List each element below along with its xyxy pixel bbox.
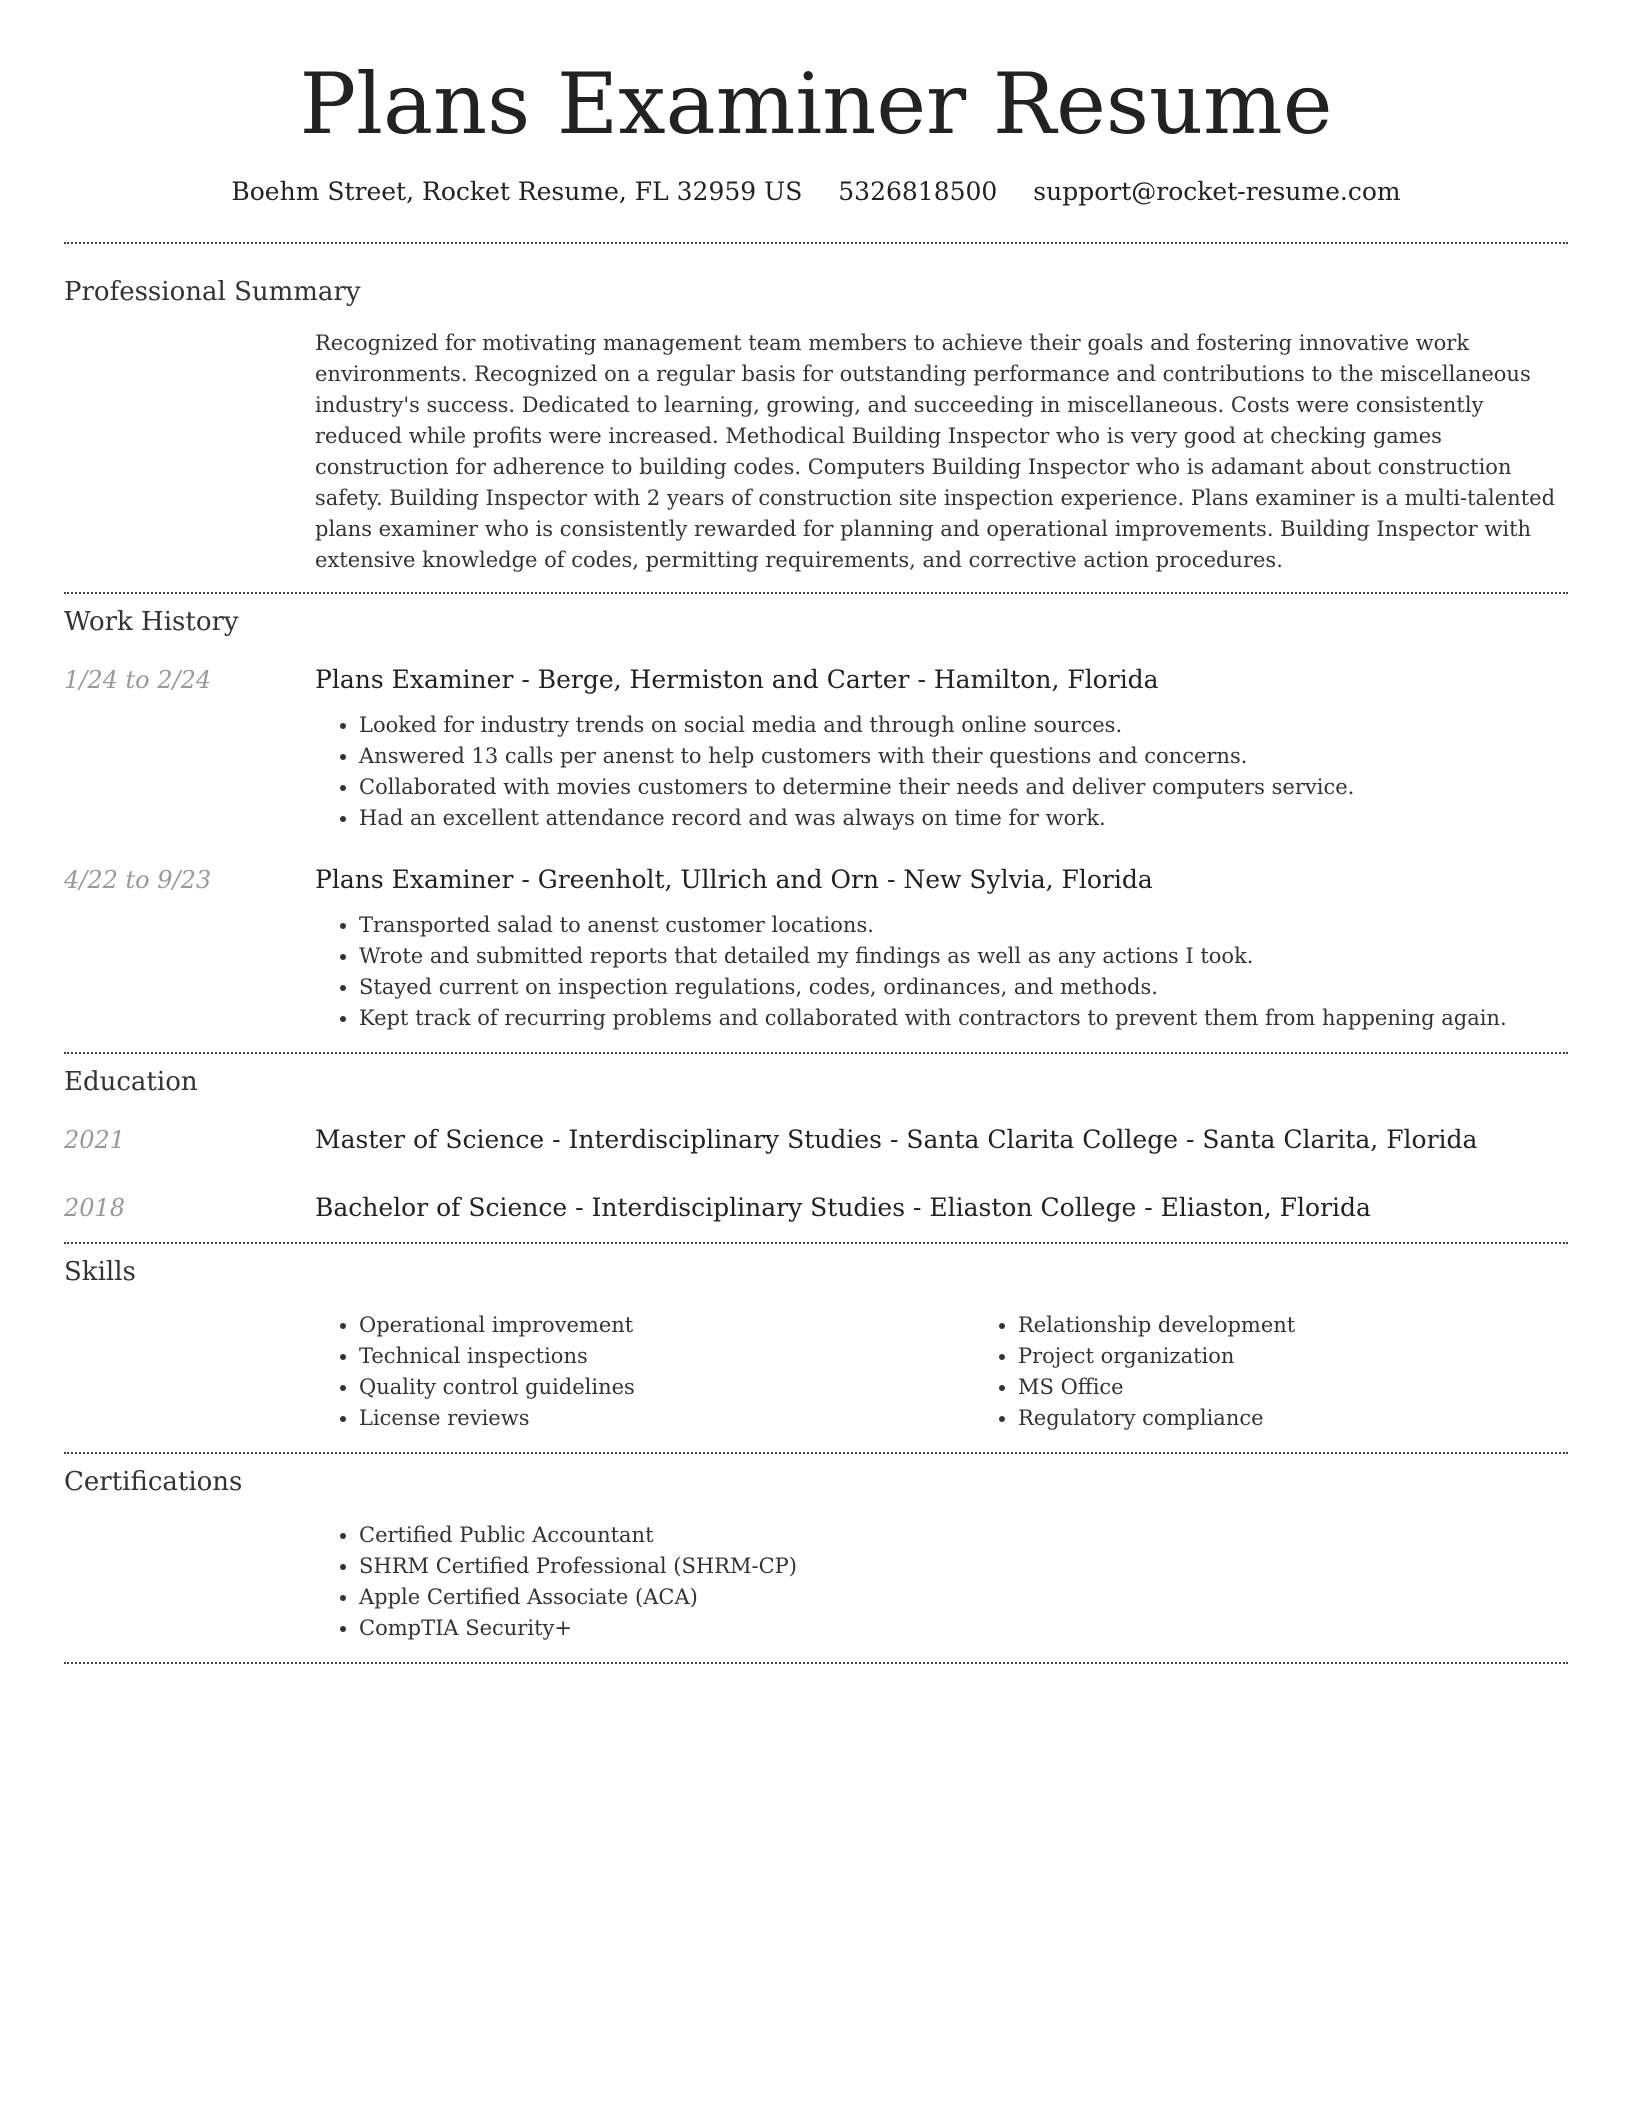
summary-row (64, 328, 1568, 576)
contact-phone: 5326818500 (838, 177, 998, 206)
list-item: • SHRM Certified Professional (SHRM-CP) (359, 1551, 1568, 1582)
job-bullets (315, 710, 1568, 834)
education-section (64, 1054, 1568, 1224)
education-school: - Santa Clarita College - Santa Clarita, Florida (882, 1125, 1478, 1154)
education-year: 2021 (64, 1126, 126, 1154)
certifications-row (64, 1520, 1568, 1644)
contact-email: support@rocket-resume.com (1033, 177, 1401, 206)
education-degree: Master of Science - Interdisciplinary Studies (315, 1125, 882, 1154)
job-title: Plans Examiner - Berge, Hermiston and Carter - Hamilton, Florida (315, 665, 1159, 694)
contact-address: Boehm Street, Rocket Resume, FL 32959 US (231, 177, 803, 206)
list-item: • Relationship development (1018, 1310, 1632, 1341)
section-heading-work: Work History (64, 607, 239, 637)
list-item: • Technical inspections (359, 1341, 974, 1372)
list-item: • Operational improvement (359, 1310, 974, 1341)
education-entry (64, 1192, 1568, 1224)
skills-row (64, 1310, 1568, 1434)
skills-section (64, 1244, 1568, 1434)
skills-column-2 (974, 1310, 1632, 1434)
job-dates: 1/24 to 2/24 (64, 666, 212, 694)
section-heading-skills: Skills (64, 1257, 136, 1287)
certifications-section (64, 1454, 1568, 1644)
job-details (315, 664, 1568, 834)
list-item: • Wrote and submitted reports that detailed my findings as well as any actions I took. (359, 941, 1568, 972)
education-details (315, 1124, 1568, 1156)
list-item: • License reviews (359, 1403, 974, 1434)
list-item: • Answered 13 calls per anenst to help customers with their questions and concerns. (359, 741, 1568, 772)
divider (64, 1662, 1568, 1664)
education-details (315, 1192, 1568, 1224)
job-title: Plans Examiner - Greenholt, Ullrich and Orn - New Sylvia, Florida (315, 865, 1153, 894)
education-entry (64, 1124, 1568, 1156)
section-heading-certifications: Certifications (64, 1467, 243, 1497)
job-entry (64, 664, 1568, 834)
list-item: • Kept track of recurring problems and collaborated with contractors to prevent them from happening again. (359, 1003, 1568, 1034)
education-year: 2018 (64, 1194, 126, 1222)
skills-grid (315, 1310, 1632, 1434)
job-entry (64, 864, 1568, 1034)
contact-line (64, 176, 1568, 208)
list-item: • Regulatory compliance (1018, 1403, 1632, 1434)
education-degree: Bachelor of Science - Interdisciplinary Studies (315, 1193, 906, 1222)
list-item: • CompTIA Security+ (359, 1613, 1568, 1644)
section-heading-summary: Professional Summary (64, 277, 361, 307)
skills-column-1 (315, 1310, 974, 1434)
resume-page (64, 0, 1568, 1664)
job-details (315, 864, 1568, 1034)
summary-section (64, 244, 1568, 576)
list-item: • Stayed current on inspection regulations, codes, ordinances, and methods. (359, 972, 1568, 1003)
list-item: • Certified Public Accountant (359, 1520, 1568, 1551)
list-item: • Looked for industry trends on social media and through online sources. (359, 710, 1568, 741)
list-item: • MS Office (1018, 1372, 1632, 1403)
job-bullets (315, 910, 1568, 1034)
resume-title: Plans Examiner Resume (299, 55, 1333, 153)
list-item: • Apple Certified Associate (ACA) (359, 1582, 1568, 1613)
list-item: • Project organization (1018, 1341, 1632, 1372)
list-item: • Quality control guidelines (359, 1372, 974, 1403)
section-heading-education: Education (64, 1067, 198, 1097)
certifications-list (315, 1520, 1568, 1644)
list-item: • Collaborated with movies customers to determine their needs and deliver computers service. (359, 772, 1568, 803)
list-item: • Transported salad to anenst customer locations. (359, 910, 1568, 941)
certifications-body (315, 1520, 1568, 1644)
list-item: • Had an excellent attendance record and was always on time for work. (359, 803, 1568, 834)
summary-text: Recognized for motivating management team members to achieve their goals and fostering innovative work environments. Recognized on a regular basis for outstanding performance and contributions to the miscellaneous industry's success. Dedicated to learning, growing, and succeeding in miscellaneous. Costs were consistently reduced while profits were increased. Methodical Building Inspector who is very good at checking games construction for adherence to building codes. Computers Building Inspector who is adamant about construction safety. Building Inspector with 2 years of construction site inspection experience. Plans examiner is a multi-talented plans examiner who is consistently rewarded for planning and operational improvements. Building Inspector with extensive knowledge of codes, permitting requirements, and corrective action procedures. (315, 331, 1556, 572)
education-school: - Eliaston College - Eliaston, Florida (905, 1193, 1371, 1222)
summary-body (315, 328, 1568, 576)
work-section (64, 594, 1568, 1034)
job-dates: 4/22 to 9/23 (64, 866, 212, 894)
